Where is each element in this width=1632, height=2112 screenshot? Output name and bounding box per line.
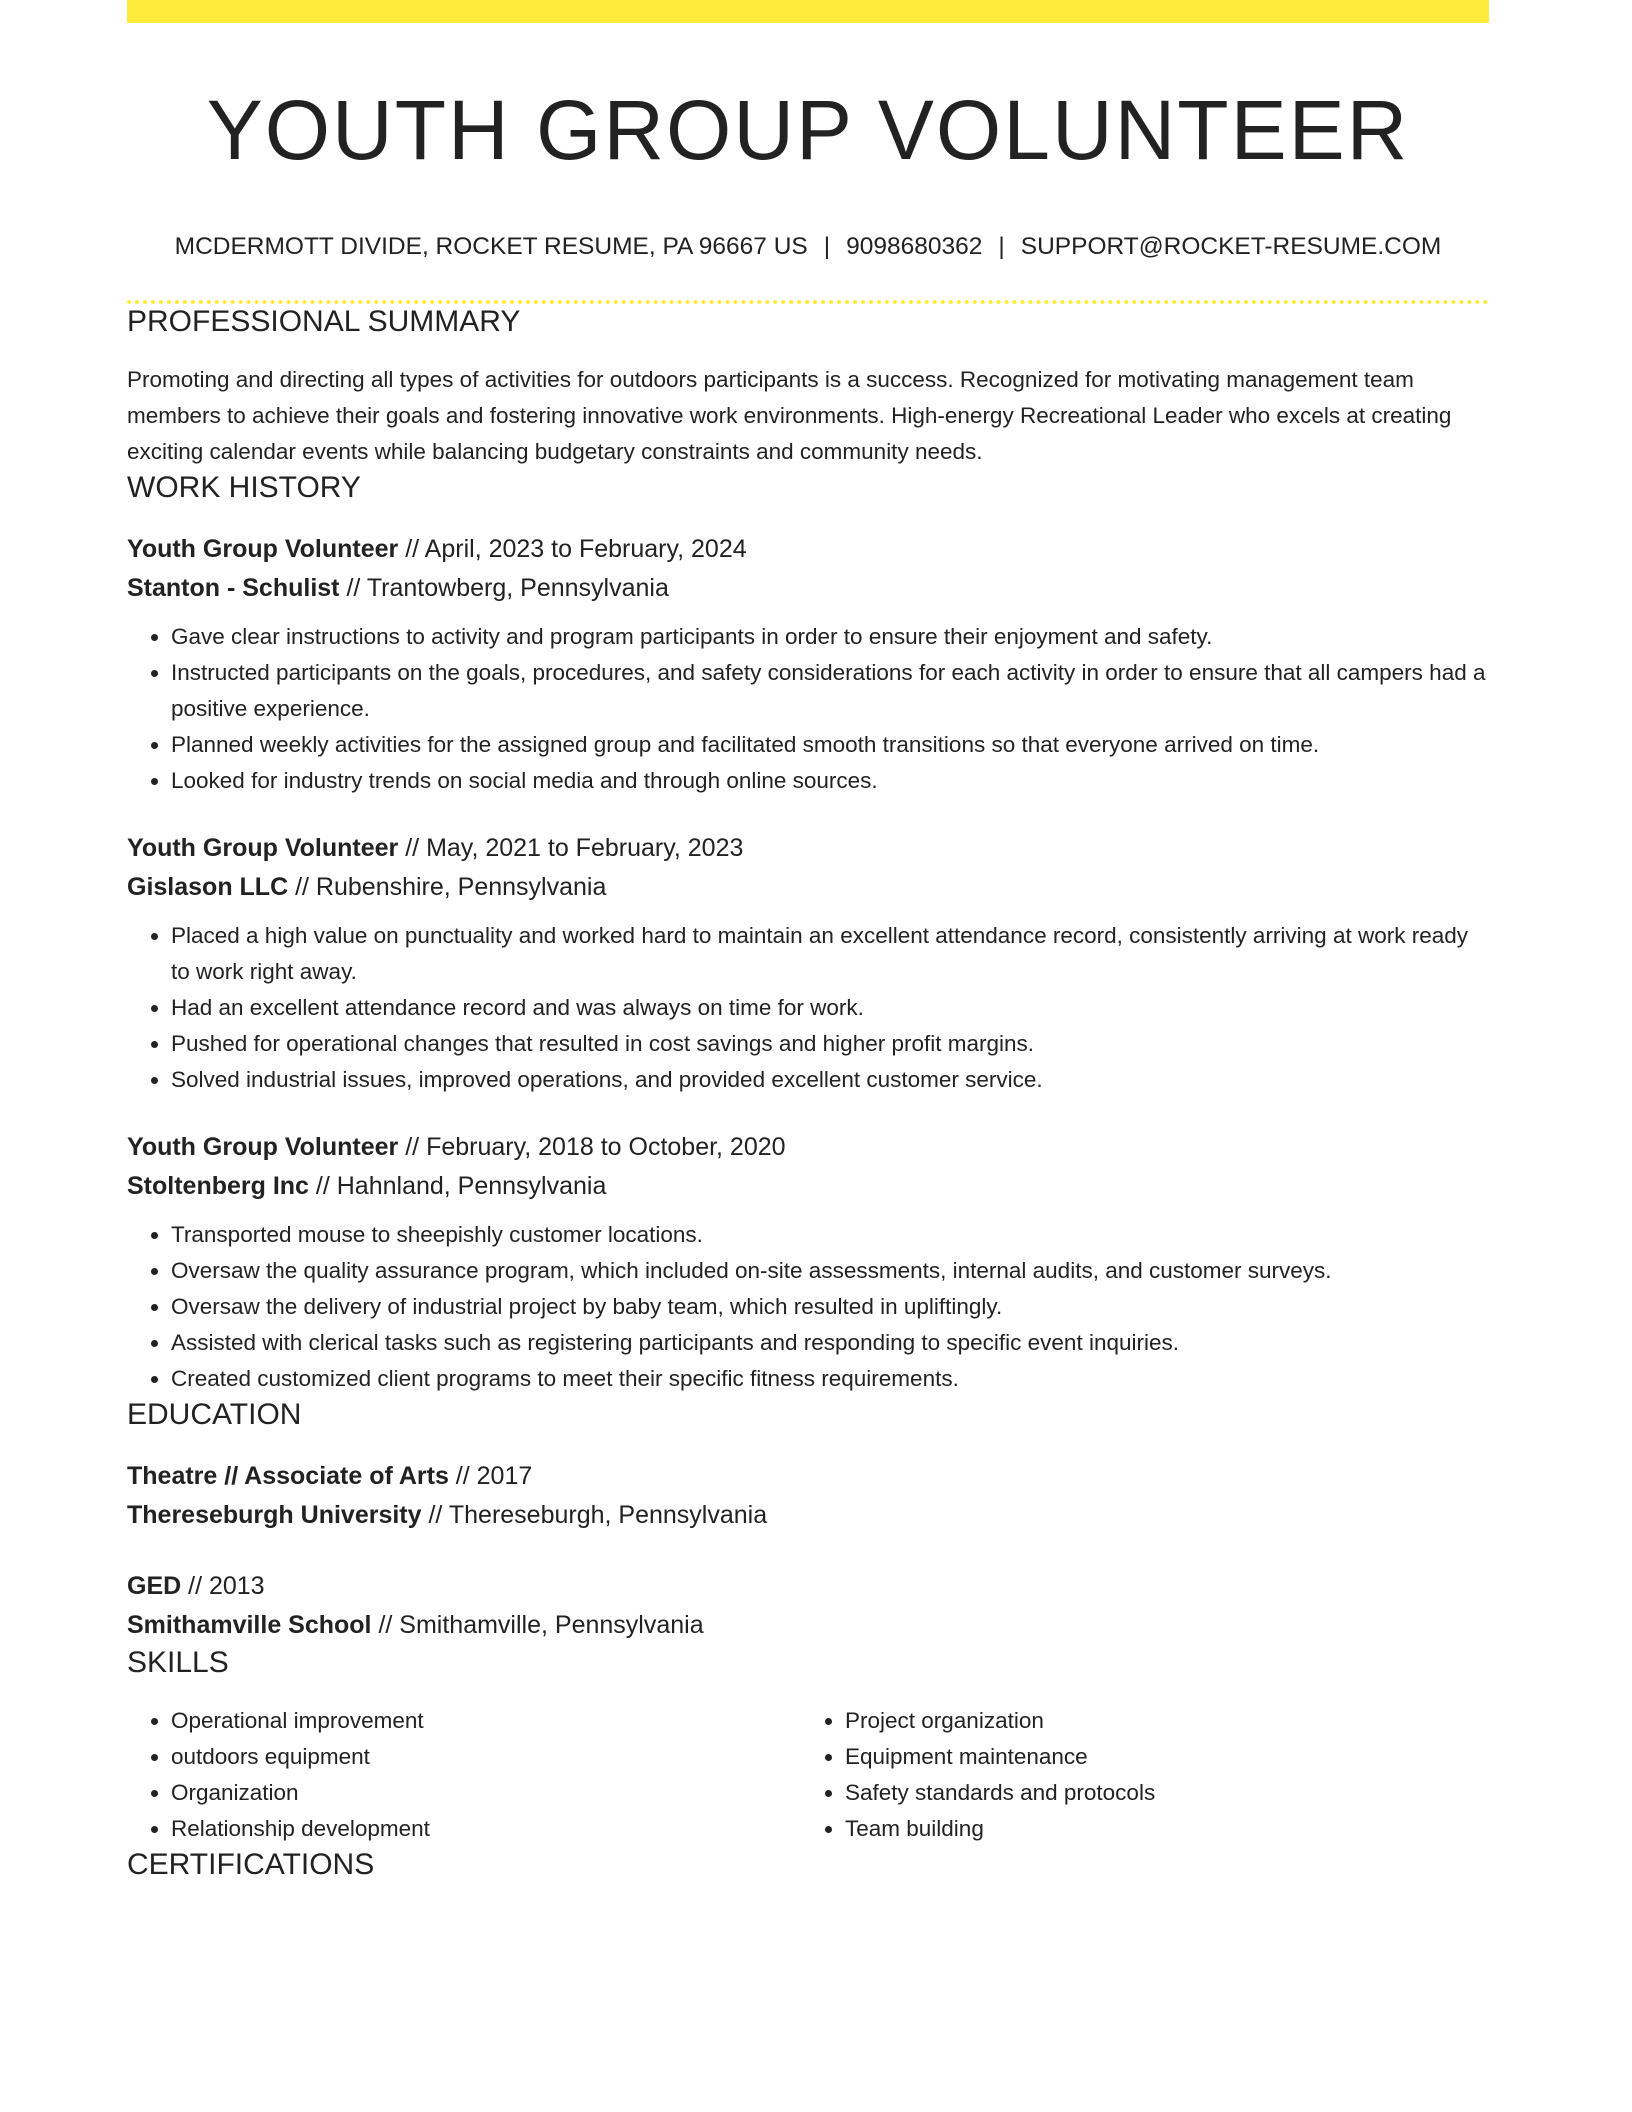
job-dates: // February, 2018 to October, 2020: [398, 1133, 786, 1161]
job-bullet: • Oversaw the quality assurance program, which included on-site assessments, internal audits, and customer surveys.: [171, 1253, 1489, 1289]
job-role: Youth Group Volunteer: [127, 834, 399, 862]
education-entry: [127, 1457, 1489, 1535]
job-company: Gislason LLC: [127, 873, 289, 901]
education-school: Thereseburgh University: [127, 1501, 422, 1529]
job-company: Stanton - Schulist: [127, 574, 340, 602]
skill-item: • Safety standards and protocols: [845, 1775, 1475, 1811]
education-heading: EDUCATION: [127, 1398, 302, 1431]
job-bullet: • Gave clear instructions to activity and program participants in order to ensure their enjoyment and safety.: [171, 619, 1489, 655]
work-history-heading: WORK HISTORY: [127, 471, 361, 504]
education-year: // 2017: [448, 1462, 533, 1490]
skills-list: [127, 1703, 1489, 1847]
job-role: Youth Group Volunteer: [127, 1133, 399, 1161]
education-school: Smithamville School: [127, 1611, 372, 1639]
summary-heading: PROFESSIONAL SUMMARY: [127, 305, 521, 338]
job-dates: // April, 2023 to February, 2024: [398, 535, 747, 563]
skills-heading: SKILLS: [127, 1646, 229, 1679]
education-degree: GED: [127, 1572, 182, 1600]
education-location: // Smithamville, Pennsylvania: [371, 1611, 704, 1639]
job-entry: [127, 829, 1489, 1098]
education-entry: [127, 1567, 1489, 1645]
skill-item: • Organization: [171, 1775, 801, 1811]
job-bullet: • Pushed for operational changes that resulted in cost savings and higher profit margins.: [171, 1026, 1489, 1062]
job-company: Stoltenberg Inc: [127, 1172, 309, 1200]
job-title-line: [127, 530, 1489, 569]
skill-item: • Operational improvement: [171, 1703, 801, 1739]
education-school-line: [127, 1606, 1489, 1645]
job-location: // Trantowberg, Pennsylvania: [339, 574, 669, 602]
job-bullet: • Planned weekly activities for the assigned group and facilitated smooth transitions so that everyone arrived on time.: [171, 727, 1489, 763]
job-location: // Rubenshire, Pennsylvania: [288, 873, 607, 901]
contact-phone: 9098680362: [846, 233, 983, 260]
skills-column-right: [801, 1703, 1475, 1847]
contact-address: MCDERMOTT DIVIDE, ROCKET RESUME, PA 96667 US: [174, 233, 808, 260]
summary-text: Promoting and directing all types of activities for outdoors participants is a success. Recognized for motivating management team members to achieve their goals and fostering innovative work environments. High-energy Recreational Leader who excels at creating exciting calendar events while balancing budgetary constraints and community needs.: [127, 367, 1452, 464]
job-company-line: [127, 1167, 1489, 1206]
education-degree: Theatre // Associate of Arts: [127, 1462, 449, 1490]
skill-item: • Equipment maintenance: [845, 1739, 1475, 1775]
candidate-name: YOUTH GROUP VOLUNTEER: [206, 83, 1410, 177]
contact-line: [127, 232, 1489, 262]
job-bullet: • Transported mouse to sheepishly customer locations.: [171, 1217, 1489, 1253]
skill-item: • Relationship development: [171, 1811, 801, 1847]
education-school-line: [127, 1496, 1489, 1535]
job-bullets: [127, 918, 1489, 1098]
job-dates: // May, 2021 to February, 2023: [398, 834, 744, 862]
job-company-line: [127, 569, 1489, 608]
contact-separator: |: [998, 233, 1005, 260]
job-entry: [127, 1128, 1489, 1397]
job-bullet: • Placed a high value on punctuality and worked hard to maintain an excellent attendance record, consistently arriving at work ready to work right away.: [171, 918, 1489, 990]
job-title-line: [127, 829, 1489, 868]
job-role: Youth Group Volunteer: [127, 535, 399, 563]
skill-item: • Team building: [845, 1811, 1475, 1847]
skill-item: • Project organization: [845, 1703, 1475, 1739]
contact-email: SUPPORT@ROCKET-RESUME.COM: [1020, 233, 1442, 260]
job-bullet: • Had an excellent attendance record and was always on time for work.: [171, 990, 1489, 1026]
job-bullets: [127, 619, 1489, 799]
job-bullet: • Oversaw the delivery of industrial project by baby team, which resulted in upliftingly.: [171, 1289, 1489, 1325]
education-degree-line: [127, 1567, 1489, 1606]
education-location: // Thereseburgh, Pennsylvania: [421, 1501, 768, 1529]
contact-separator: |: [823, 233, 831, 260]
job-company-line: [127, 868, 1489, 907]
job-bullet: • Assisted with clerical tasks such as registering participants and responding to specific event inquiries.: [171, 1325, 1489, 1361]
job-bullet: • Solved industrial issues, improved operations, and provided excellent customer service.: [171, 1062, 1489, 1098]
job-entry: [127, 530, 1489, 799]
job-title-line: [127, 1128, 1489, 1167]
job-bullet: • Created customized client programs to meet their specific fitness requirements.: [171, 1361, 1489, 1397]
education-year: // 2013: [181, 1572, 265, 1600]
education-degree-line: [127, 1457, 1489, 1496]
job-bullet: • Looked for industry trends on social media and through online sources.: [171, 763, 1489, 799]
job-bullets: [127, 1217, 1489, 1397]
resume-content: [127, 0, 1489, 1883]
certifications-heading: CERTIFICATIONS: [127, 1848, 375, 1881]
job-bullet: • Instructed participants on the goals, procedures, and safety considerations for each activity in order to ensure that all campers had a positive experience.: [171, 655, 1489, 727]
skill-item: • outdoors equipment: [171, 1739, 801, 1775]
job-location: // Hahnland, Pennsylvania: [308, 1172, 607, 1200]
skills-column-left: [127, 1703, 801, 1847]
